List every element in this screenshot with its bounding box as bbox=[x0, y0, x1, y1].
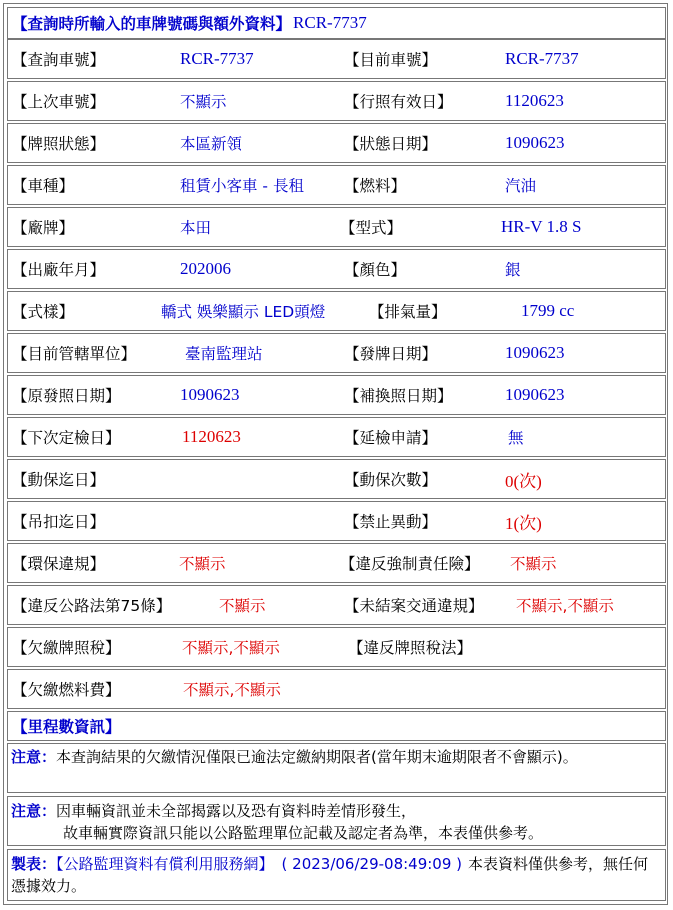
field-label: 【違反公路法第75條】 bbox=[12, 597, 172, 615]
field-value: 銀 bbox=[505, 261, 521, 279]
field-value: 租賃小客車 - 長租 bbox=[180, 177, 304, 195]
field-value: 不顯示 bbox=[510, 555, 557, 573]
info-row bbox=[7, 627, 666, 667]
info-row bbox=[7, 207, 666, 247]
info-row bbox=[7, 165, 666, 205]
field-value: 不顯示 bbox=[179, 555, 226, 573]
info-row bbox=[7, 459, 666, 499]
field-value: 1090623 bbox=[505, 343, 565, 362]
field-label: 【查詢車號】 bbox=[12, 51, 106, 69]
field-label: 【欠繳燃料費】 bbox=[12, 681, 121, 699]
info-row bbox=[7, 39, 666, 79]
field-value: RCR-7737 bbox=[180, 49, 254, 68]
field-label: 【違反強制責任險】 bbox=[340, 555, 480, 573]
field-label: 【動保次數】 bbox=[344, 471, 438, 489]
field-value: 臺南監理站 bbox=[185, 345, 263, 363]
footer-time: ( 2023/06/29-08:49:09 ) bbox=[281, 855, 463, 873]
field-value: 汽油 bbox=[505, 177, 537, 195]
info-row bbox=[7, 543, 666, 583]
field-value: 轎式 娛樂顯示 LED頭燈 bbox=[161, 303, 326, 321]
field-value: 0(次) bbox=[505, 471, 542, 491]
info-row bbox=[7, 123, 666, 163]
info-row bbox=[7, 333, 666, 373]
note-overdue-text: 本查詢結果的欠繳情況僅限已逾法定繳納期限者(當年期末逾期限者不會顯示)。 bbox=[56, 748, 578, 766]
footer-note bbox=[7, 849, 666, 901]
field-value: 不顯示 bbox=[219, 597, 266, 615]
field-value: 1090623 bbox=[180, 385, 240, 404]
field-value: 1120623 bbox=[505, 91, 564, 110]
field-label: 【動保迄日】 bbox=[12, 471, 106, 489]
field-value: 本田 bbox=[180, 219, 212, 237]
field-label: 【車種】 bbox=[12, 177, 75, 195]
field-value: 不顯示 bbox=[180, 93, 227, 111]
field-label: 【補換照日期】 bbox=[344, 387, 453, 405]
header-title-text: 【查詢時所輸入的車牌號碼與額外資料】 bbox=[12, 15, 292, 33]
field-label: 【狀態日期】 bbox=[344, 135, 438, 153]
footer-text: 本表資料僅供參考，無任何憑據效力。 bbox=[11, 855, 649, 895]
mileage-row bbox=[7, 711, 666, 741]
note-disclaimer-label: 注意： bbox=[11, 802, 57, 820]
field-label: 【排氣量】 bbox=[369, 303, 447, 321]
note-disclaimer-line2: 故車輛實際資訊只能以公路監理單位記載及認定者為準，本表僅供參考。 bbox=[63, 824, 544, 842]
field-value: 本區新領 bbox=[180, 135, 243, 153]
note-disclaimer bbox=[7, 796, 666, 846]
field-label: 【式樣】 bbox=[12, 303, 75, 321]
field-label: 【目前車號】 bbox=[344, 51, 438, 69]
field-label: 【目前管轄單位】 bbox=[12, 345, 137, 363]
field-value: 1120623 bbox=[182, 427, 241, 446]
info-row bbox=[7, 501, 666, 541]
field-label: 【廠牌】 bbox=[12, 219, 75, 237]
header-row bbox=[7, 7, 666, 39]
field-label: 【違反牌照稅法】 bbox=[348, 639, 473, 657]
field-value: 不顯示,不顯示 bbox=[516, 597, 614, 615]
field-label: 【原發照日期】 bbox=[12, 387, 121, 405]
info-row bbox=[7, 375, 666, 415]
mileage-title: 【里程數資訊】 bbox=[12, 718, 121, 736]
field-label: 【吊扣迄日】 bbox=[12, 513, 106, 531]
field-value: RCR-7737 bbox=[505, 49, 579, 68]
field-label: 【上次車號】 bbox=[12, 93, 106, 111]
field-label: 【顏色】 bbox=[344, 261, 407, 279]
field-value: 無 bbox=[508, 429, 524, 447]
field-label: 【牌照狀態】 bbox=[12, 135, 106, 153]
info-row bbox=[7, 669, 666, 709]
field-label: 【發牌日期】 bbox=[344, 345, 438, 363]
field-label: 【燃料】 bbox=[344, 177, 407, 195]
field-label: 【環保違規】 bbox=[12, 555, 106, 573]
field-label: 【出廠年月】 bbox=[12, 261, 106, 279]
header-plate: RCR-7737 bbox=[293, 13, 367, 32]
field-value: 1(次) bbox=[505, 513, 542, 533]
info-row bbox=[7, 291, 666, 331]
note-disclaimer-line1: 因車輛資訊並未全部揭露以及恐有資料時差情形發生， bbox=[56, 802, 417, 820]
field-label: 【下次定檢日】 bbox=[12, 429, 121, 447]
info-row bbox=[7, 81, 666, 121]
field-value: HR-V 1.8 S bbox=[501, 217, 582, 236]
field-label: 【禁止異動】 bbox=[344, 513, 438, 531]
field-value: 不顯示,不顯示 bbox=[182, 639, 280, 657]
footer-source: 【公路監理資料有償利用服務網】 bbox=[56, 855, 274, 873]
field-label: 【未結案交通違規】 bbox=[344, 597, 484, 615]
footer-label: 製表： bbox=[11, 855, 57, 873]
field-label: 【型式】 bbox=[340, 219, 403, 237]
field-label: 【延檢申請】 bbox=[344, 429, 438, 447]
note-overdue bbox=[7, 743, 666, 793]
field-value: 202006 bbox=[180, 259, 231, 278]
info-row bbox=[7, 249, 666, 289]
field-value: 不顯示,不顯示 bbox=[183, 681, 281, 699]
info-row bbox=[7, 585, 666, 625]
header-title bbox=[12, 8, 367, 38]
info-row bbox=[7, 417, 666, 457]
note-overdue-label: 注意： bbox=[11, 748, 57, 766]
field-value: 1090623 bbox=[505, 133, 565, 152]
field-value: 1799 cc bbox=[521, 301, 575, 320]
field-label: 【欠繳牌照稅】 bbox=[12, 639, 121, 657]
field-label: 【行照有效日】 bbox=[344, 93, 453, 111]
field-value: 1090623 bbox=[505, 385, 565, 404]
